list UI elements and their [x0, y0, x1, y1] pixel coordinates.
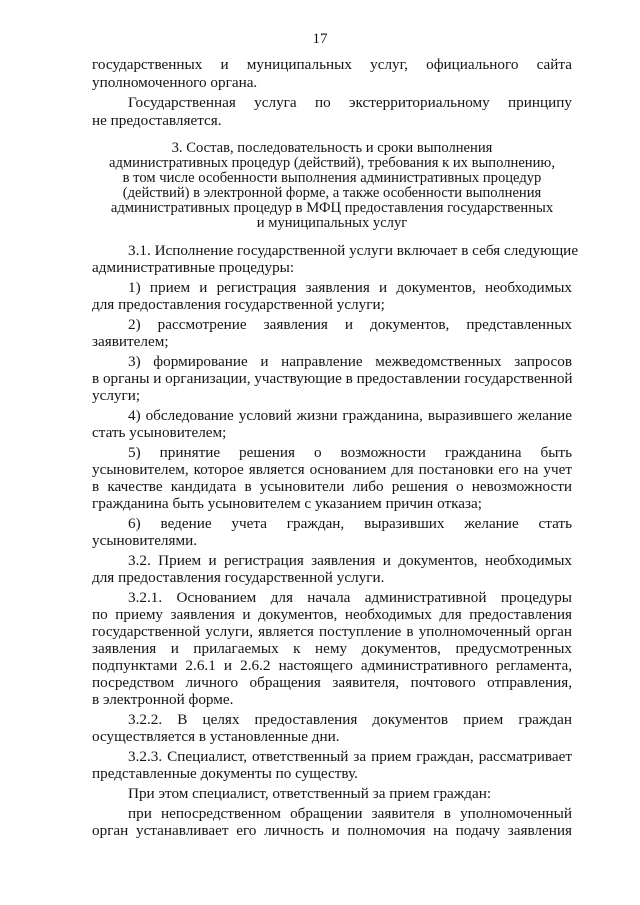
text-line: не предоставляется. [92, 112, 222, 129]
text-line: 2) рассмотрение заявления и документов, представленных [128, 316, 572, 333]
section-heading-line: административных процедур в МФЦ предоставления государственных [110, 200, 554, 216]
text-line: по приему заявления и документов, необходимых для предоставления [92, 606, 572, 623]
text-line: усыновителем, которое является основанием для постановки его на учет [92, 461, 572, 478]
text-line: орган устанавливает его личность и полномочия на подачу заявления [92, 822, 572, 839]
text-line: административные процедуры: [92, 259, 295, 276]
section-heading-line: (действий) в электронной форме, а также особенности выполнения [122, 185, 542, 201]
text-line: 3.1. Исполнение государственной услуги включает в себя следующие [128, 242, 579, 259]
text-line: посредством личного обращения заявителя, почтового отправления, [92, 674, 572, 691]
text-line: при непосредственном обращении заявителя в уполномоченный [128, 805, 572, 822]
text-line: осуществляется в установленные дни. [92, 728, 340, 745]
text-line: гражданина быть усыновителем с указанием причин отказа; [92, 495, 482, 512]
page-number: 17 [312, 31, 328, 47]
text-line: усыновителями. [92, 532, 198, 549]
section-heading-line: административных процедур (действий), требования к их выполнению, [109, 155, 555, 171]
text-line: в органы и организации, участвующие в предоставлении государственной [92, 370, 573, 387]
text-line: 3.2.3. Специалист, ответственный за прием граждан, рассматривает [128, 748, 572, 765]
text-line: услуги; [92, 387, 141, 404]
text-line: заявителем; [92, 333, 169, 350]
section-heading-line: 3. Состав, последовательность и сроки выполнения [171, 140, 493, 156]
text-line: государственной услуги, является поступление в уполномоченный орган [92, 623, 572, 640]
section-heading-line: в том числе особенности выполнения административных процедур [122, 170, 542, 186]
text-line: 1) прием и регистрация заявления и документов, необходимых [128, 279, 572, 296]
text-line: государственных и муниципальных услуг, официального сайта [92, 56, 572, 73]
text-line: 3.2.1. Основанием для начала административной процедуры [128, 589, 572, 606]
text-line: уполномоченного органа. [92, 74, 258, 91]
text-line: 4) обследование условий жизни гражданина, выразившего желание [128, 407, 572, 424]
text-line: заявления и прилагаемых к нему документов, предусмотренных [92, 640, 572, 657]
text-line: При этом специалист, ответственный за прием граждан: [128, 785, 492, 802]
section-heading-line: и муниципальных услуг [256, 215, 408, 231]
text-line: 3.2. Прием и регистрация заявления и документов, необходимых [128, 552, 572, 569]
text-line: для предоставления государственной услуги; [92, 296, 385, 313]
text-line: представленные документы по существу. [92, 765, 358, 782]
text-line: 6) ведение учета граждан, выразивших желание стать [128, 515, 572, 532]
text-line: стать усыновителем; [92, 424, 227, 441]
text-line: для предоставления государственной услуги. [92, 569, 385, 586]
text-line: в электронной форме. [92, 691, 234, 708]
text-line: 5) принятие решения о возможности гражданина быть [128, 444, 572, 461]
text-line: подпунктами 2.6.1 и 2.6.2 настоящего административного регламента, [92, 657, 572, 674]
text-line: 3.2.2. В целях предоставления документов прием граждан [128, 711, 572, 728]
text-line: Государственная услуга по экстерриториальному принципу [128, 94, 572, 111]
text-line: 3) формирование и направление межведомственных запросов [128, 353, 572, 370]
text-line: в качестве кандидата в усыновители либо решения о невозможности [92, 478, 572, 495]
